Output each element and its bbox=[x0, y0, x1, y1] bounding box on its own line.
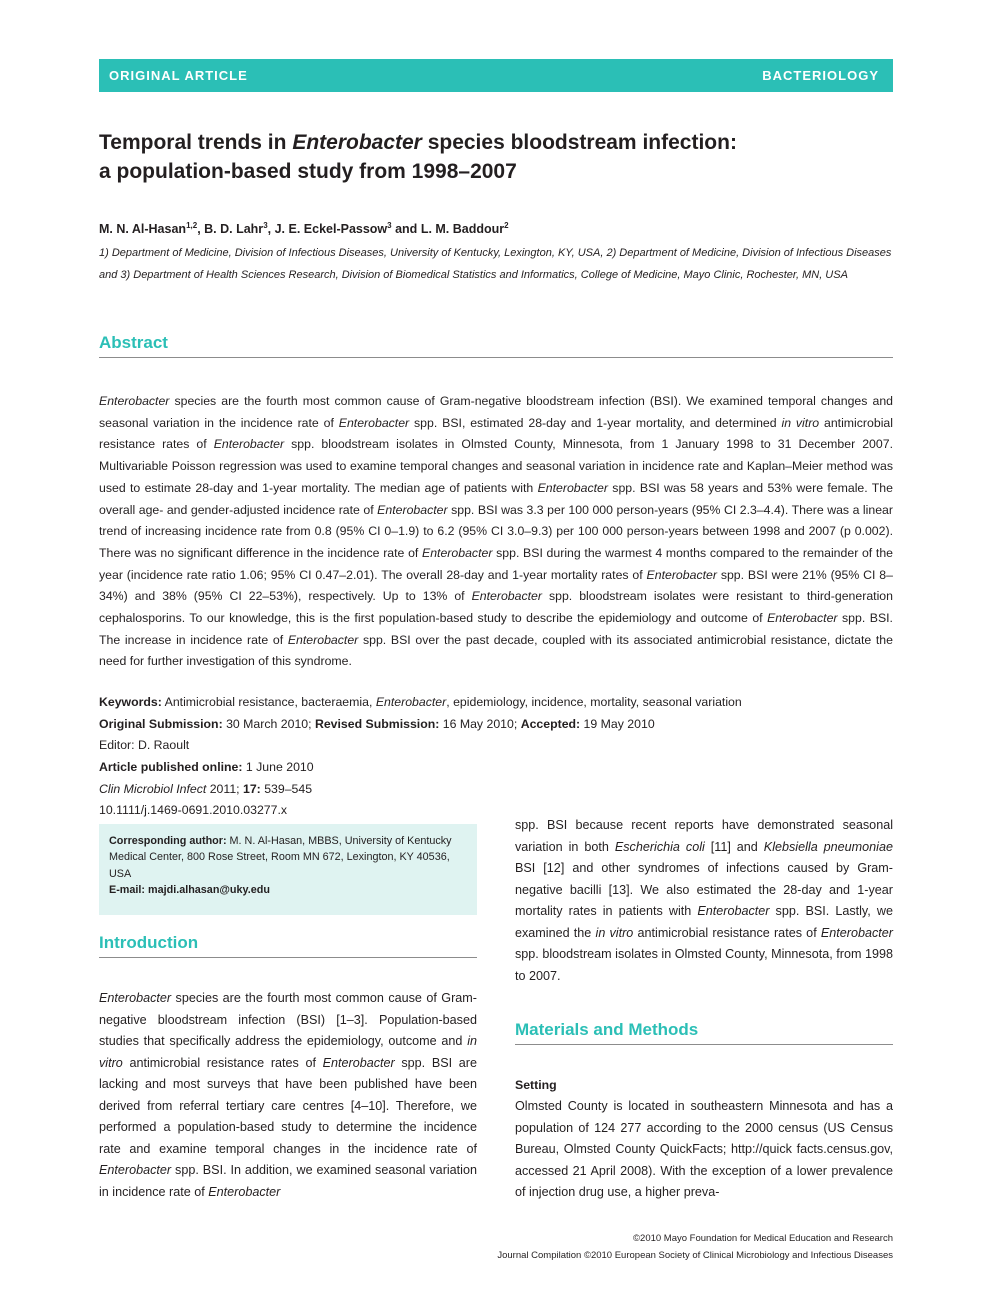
editor: Editor: D. Raoult bbox=[99, 738, 190, 752]
author-name: B. D. Lahr bbox=[204, 222, 264, 237]
journal-compilation-line: Journal Compilation ©2010 European Society of Clinical Microbiology and Infectious Diseases bbox=[497, 1250, 893, 1261]
author-name: J. E. Eckel-Passow bbox=[274, 222, 388, 237]
introduction-text: Enterobacter species are the fourth most common cause of Gram-negative bloodstream infection (BSI) [1–3]. Population-based studies that specifically address the epidemiology, outcome and in vitro antimicrobial resistance rates of Enterobacter spp. BSI are lacking and most surveys that have been published have been derived from referral tertiary care centres [4–10]. Therefore, we performed a population-based study to determine the incidence rate and examine temporal changes in the incidence rate of Enterobacter spp. BSI. In addition, we examined seasonal variation in incidence rate of Enterobacter bbox=[99, 991, 477, 1199]
email-link[interactable]: majdi.alhasan@uky.edu bbox=[145, 883, 270, 896]
author-list: M. N. Al-Hasan$^{1,2}$, B. D. Lahr$^3$, J. E. Eckel-Passow$^3$ and L. M. Baddour$^2$ bbox=[99, 221, 509, 237]
subject-label: BACTERIOLOGY bbox=[762, 68, 879, 83]
copyright-line: ©2010 Mayo Foundation for Medical Education and Research bbox=[633, 1233, 893, 1244]
setting-text: Olmsted County is located in southeastern Minnesota and has a population of 124 277 according to the 2000 census (US Census Bureau, Olmsted County QuickFacts; http://quick facts.census.gov, accessed 21 April 2008). With the exception of a lower prevalence of injection drug use, a higher preva- bbox=[515, 1099, 893, 1199]
introduction-continued: spp. BSI because recent reports have demonstrated seasonal variation in both Escherichia coli [11] and Klebsiella pneumoniae BSI [12] and other syndromes of infections caused by Gram-negative bacilli [13]. We also estimated the 28-day and 1-year mortality rates in patients with Enterobacter spp. BSI. Lastly, we examined the in vitro antimicrobial resistance rates of Enterobacter spp. bloodstream isolates in Olmsted County, Minnesota, from 1998 to 2007. bbox=[515, 818, 893, 983]
journal-citation: Clin Microbiol Infect 2011; 17: 539–545 bbox=[99, 782, 313, 796]
section-divider bbox=[99, 957, 477, 958]
published-online: Article published online: 1 June 2010 bbox=[99, 760, 314, 774]
affiliations: 1) Department of Medicine, Division of Infectious Diseases, University of Kentucky, Lexington, KY, USA, 2) Department of Medicine, Division of Infectious Diseases and 3) Department of Health Sciences Research, Division of Biomedical Statistics and Informatics, College of Medicine, Mayo Clinic, Rochester, MN, USA bbox=[99, 247, 892, 281]
setting-subheading: Setting bbox=[515, 1078, 557, 1092]
abstract-heading: Abstract bbox=[99, 333, 168, 352]
article-type-label: ORIGINAL ARTICLE bbox=[109, 68, 248, 83]
author-name: M. N. Al-Hasan bbox=[99, 222, 187, 237]
methods-heading: Materials and Methods bbox=[515, 1020, 699, 1039]
article-type-banner bbox=[99, 59, 893, 92]
keywords: Keywords: Antimicrobial resistance, bacteraemia, Enterobacter, epidemiology, incidence, mortality, seasonal variation bbox=[99, 695, 742, 709]
section-divider bbox=[99, 357, 893, 358]
submission-dates: Original Submission: 30 March 2010; Revised Submission: 16 May 2010; Accepted: 19 May 2010 bbox=[99, 717, 655, 731]
abstract-text: Enterobacter species are the fourth most common cause of Gram-negative bloodstream infection (BSI). We examined temporal changes and seasonal variation in the incidence rate of Enterobacter spp. BSI, estimated 28-day and 1-year mortality, and determined in vitro antimicrobial resistance rates of Enterobacter spp. bloodstream isolates in Olmsted County, Minnesota, from 1 January 1998 to 31 December 2007. Multivariable Poisson regression was used to examine temporal changes and seasonal variation in incidence rate and Kaplan–Meier method was used to estimate 28-day and 1-year mortality. The median age of patients with Enterobacter spp. BSI was 58 years and 53% were female. The overall age- and gender-adjusted incidence rate of Enterobacter spp. BSI was 3.3 per 100 000 person-years (95% CI 2.3–4.4). There was a linear trend of increasing incidence rate from 0.8 (95% CI 0–1.9) to 6.2 (95% CI 3.0–9.3) per 100 000 person-years between 1998 and 2007 (p 0.002). There was no significant difference in the incidence rate of Enterobacter spp. BSI during the warmest 4 months compared to the remainder of the year (incidence rate ratio 1.06; 95% CI 0.47–2.01). The overall 28-day and 1-year mortality rates of Enterobacter spp. BSI were 21% (95% CI 8–34%) and 38% (95% CI 22–53%), respectively. Up to 13% of Enterobacter spp. bloodstream isolates were resistant to third-generation cephalosporins. To our knowledge, this is the first population-based study to describe the epidemiology and outcome of Enterobacter spp. BSI. The increase in incidence rate of Enterobacter spp. BSI over the past decade, coupled with its associated antimicrobial resistance, dictate the need for further investigation of this syndrome. bbox=[99, 394, 894, 669]
article-title: Temporal trends in Enterobacter species bloodstream infection: a population-based study from 1998–2007 bbox=[99, 131, 737, 183]
correspondence-box: Corresponding author: M. N. Al-Hasan, MBBS, University of Kentucky Medical Center, 800 Rose Street, Room MN 672, Lexington, KY 40536, USA E-mail: majdi.alhasan@uky.edu bbox=[99, 824, 477, 915]
introduction-heading: Introduction bbox=[99, 933, 199, 952]
section-divider bbox=[515, 1044, 893, 1045]
corresponding-author-label: Corresponding author: bbox=[109, 835, 227, 847]
doi[interactable]: 10.1111/j.1469-0691.2010.03277.x bbox=[99, 803, 288, 817]
author-name: L. M. Baddour bbox=[420, 222, 505, 237]
